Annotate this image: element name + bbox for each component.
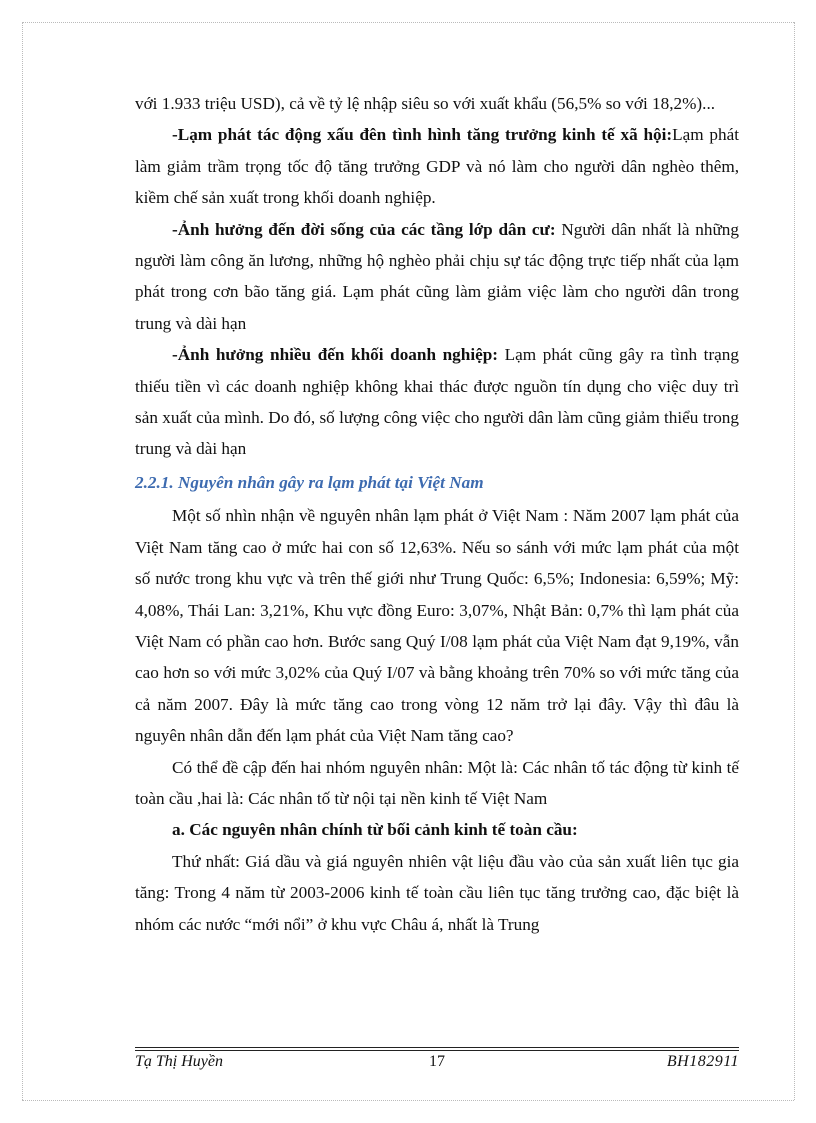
page-footer (135, 1053, 739, 1077)
page-border-top (22, 22, 794, 23)
paragraph-first-cause: Thứ nhất: Giá dầu và giá nguyên nhiên vật liệu đầu vào của sản xuất liên tục gia tăng: Trong 4 năm từ 2003-2006 kinh tế toàn cầu liên tục tăng trưởng cao, đặc biệt là nhóm các nước “mới nổi” ở khu vực Châu á, nhất là Trung (135, 851, 739, 934)
paragraph-continuation: với 1.933 triệu USD), cả về tỷ lệ nhập siêu so với xuất khẩu (56,5% so với 18,2%)... (135, 94, 716, 113)
footer-rule (135, 1050, 739, 1051)
footer-code: BH182911 (666, 1053, 739, 1070)
paragraph-lead-bold: -Ảnh hưởng nhiều đến khối doanh nghiệp: (172, 345, 499, 365)
section-heading: 2.2.1. Nguyên nhân gây ra lạm phát tại Việt Nam (135, 472, 484, 492)
paragraph-body: Lạm phát làm giảm trầm trọng tốc độ tăng trưởng GDP và nó làm cho người dân nghèo thêm, kiềm chế sản xuất trong khối doanh nghiệp. (135, 125, 740, 208)
paragraph-two-causes: Có thể đề cập đến hai nhóm nguyên nhân: Một là: Các nhân tố tác động từ kinh tế toàn cầu ,hai là: Các nhân tố từ nội tại nền kinh tế Việt Nam (135, 757, 739, 808)
footer-author: Tạ Thị Huyền (135, 1053, 223, 1070)
footer-rule (135, 1047, 739, 1048)
paragraph-lead-bold: -Lạm phát tác động xấu đên tình hình tăng trưởng kinh tế xã hội: (172, 125, 673, 145)
paragraph-lead-bold: -Ảnh hưởng đến đời sống của các tầng lớp dân cư: (172, 219, 556, 239)
page-border-right (794, 22, 795, 1100)
page-number: 17 (429, 1053, 445, 1070)
paragraph-economic-growth (135, 119, 739, 213)
paragraph-inflation-overview: Một số nhìn nhận về nguyên nhân lạm phát ở Việt Nam : Năm 2007 lạm phát của Việt Nam tăng cao ở mức hai con số 12,63%. Nếu so sánh với mức lạm phát của một số nước trong khu vực và trên thế giới như Trung Quốc: 6,5%; Indonesia: 6,59%; Mỹ: 4,08%, Thái Lan: 3,21%, Khu vực đồng Euro: 3,07%, Nhật Bản: 0,7% thì lạm phát của Việt Nam có phần cao hơn. Bước sang Quý I/08 lạm phát của Việt Nam đạt 9,19%, vẫn cao hơn so với mức 3,02% của Quý I/07 và bằng khoảng trên 70% so với mức tăng của cả năm 2007. Đây là mức tăng cao trong vòng 12 năm trở lại đây. Vậy thì đâu là nguyên nhân dẫn đến lạm phát của Việt Nam tăng cao? (135, 506, 739, 746)
page-border-left (22, 22, 23, 1100)
paragraph-enterprises (135, 339, 739, 465)
paragraph-body: Lạm phát cũng gây ra tình trạng thiếu tiền vì các doanh nghiệp không khai thác được nguồn tín dụng cho việc duy trì sản xuất của mình. Do đó, số lượng công việc cho người dân làm cũng giảm thiểu trong trung và dài hạn (135, 345, 739, 459)
page-border-bottom (22, 1100, 794, 1101)
body-text (135, 88, 739, 940)
subsection-heading: a. Các nguyên nhân chính từ bối cảnh kinh tế toàn cầu: (172, 820, 578, 840)
paragraph-living-standards (135, 214, 739, 340)
paragraph-body: Người dân nhất là những người làm công ăn lương, những hộ nghèo phải chịu sự tác động trực tiếp nhất của lạm phát trong cơn bão tăng giá. Lạm phát cũng làm giảm việc làm cho người dân trong trung và dài hạn (135, 219, 739, 333)
